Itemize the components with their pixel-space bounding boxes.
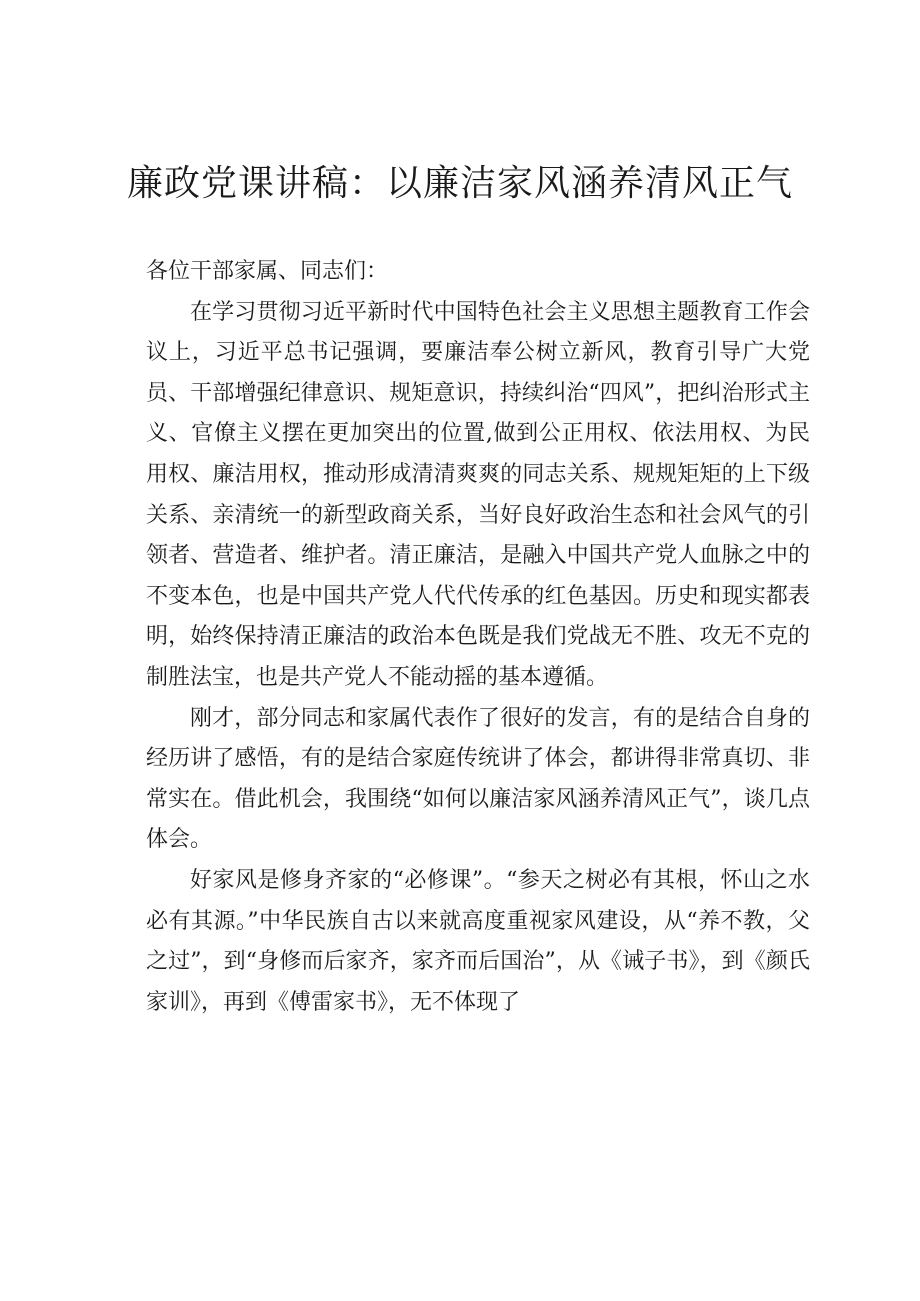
salutation: 各位干部家属、同志们： [146,259,389,284]
document-title: 廉政党课讲稿：以廉洁家风涵养清风正气 [126,163,793,204]
paragraph-2: 刚才，部分同志和家属代表作了很好的发言，有的是结合自身的经历讲了感悟，有的是结合家庭传统讲了体会，都讲得非常真切、非常实在。借此机会，我围绕“如何以廉洁家风涵养清风正气”，谈几点体会。 [146,705,810,853]
paragraph-3: 好家风是修身齐家的“必修课”。“参天之树必有其根，怀山之水必有其源。”中华民族自古以来就高度重视家风建设，从“养不教，父之过”，到“身修而后家齐，家齐而后国治”，从《诫子书》，到《颜氏家训》，再到《傅雷家书》，无不体现了 [146,867,810,1015]
document-body [146,252,810,1023]
paragraph-1: 在学习贯彻习近平新时代中国特色社会主义思想主题教育工作会议上，习近平总书记强调，要廉洁奉公树立新风，教育引导广大党员、干部增强纪律意识、规矩意识，持续纠治“四风”，把纠治形式主义、官僚主义摆在更加突出的位置,做到公正用权、依法用权、为民用权、廉洁用权，推动形成清清爽爽的同志关系、规规矩矩的上下级关系、亲清统一的新型政商关系，当好良好政治生态和社会风气的引领者、营造者、维护者。清正廉洁，是融入中国共产党人血脉之中的不变本色，也是中国共产党人代代传承的红色基因。历史和现实都表明，始终保持清正廉洁的政治本色既是我们党战无不胜、攻无不克的制胜法宝，也是共产党人不能动摇的基本遵循。 [146,299,810,690]
